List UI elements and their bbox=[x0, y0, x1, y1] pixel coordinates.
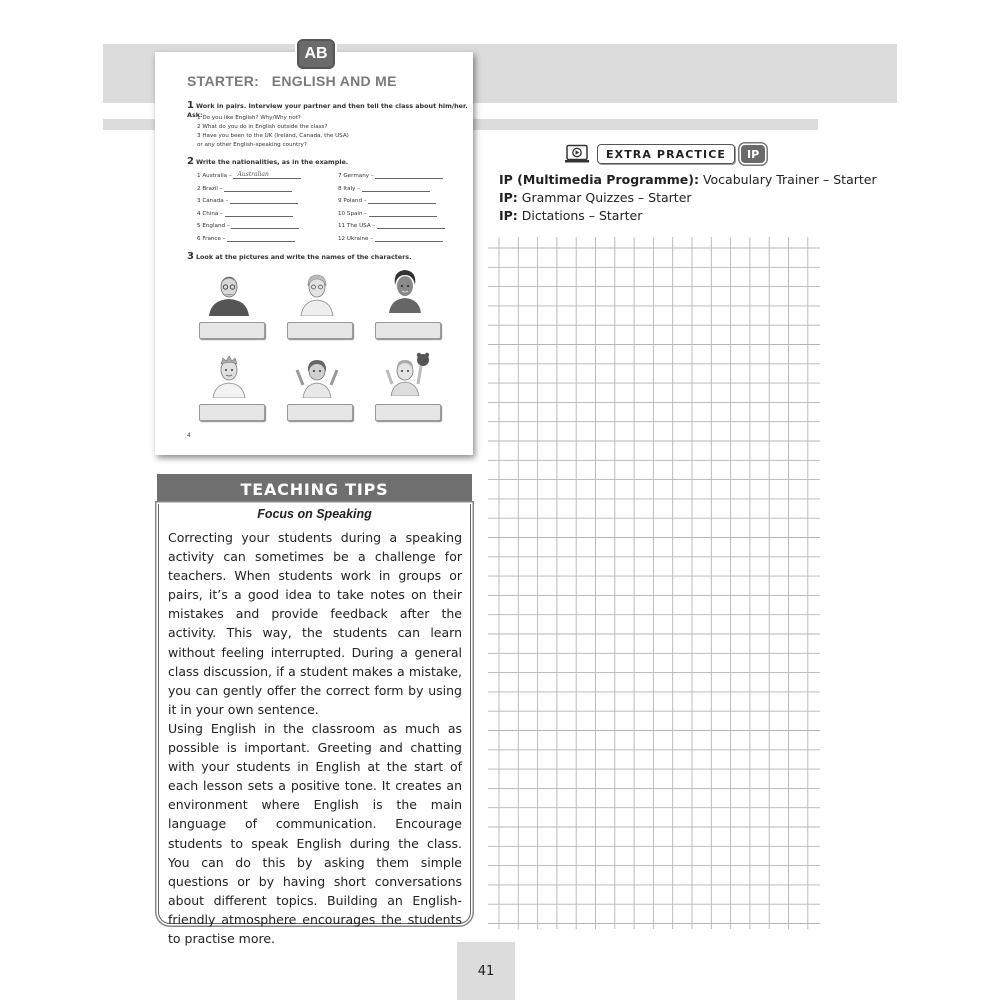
exercise-1-question: 3 Have you been to the UK (Ireland, Canada, the USA) bbox=[197, 133, 349, 139]
exercise-1-question: 2 What do you do in English outside the class? bbox=[197, 124, 328, 130]
man-with-glasses-illustration bbox=[205, 270, 253, 316]
nationality-item: 10 Spain – bbox=[338, 210, 437, 217]
waving-girl-illustration bbox=[293, 352, 341, 398]
character-name-box bbox=[199, 322, 265, 339]
teaching-tips-paragraph: Using English in the classroom as much as possible is important. Greeting and chatting with your students in English at the start of each lesson sets a positive tone. It creates an environment where English is the main language of communication. Encourage students to speak English during the class. You can do this by asking them simple questions or by having short conversations about different topics. Building an English-friendly atmosphere encourages the students to practise more. bbox=[168, 720, 462, 946]
character-name-box bbox=[375, 322, 441, 339]
workbook-page-number: 4 bbox=[187, 432, 191, 439]
nationality-item: 5 England – bbox=[197, 222, 299, 229]
extra-practice-item: IP (Multimedia Programme): Vocabulary Trainer – Starter bbox=[499, 172, 877, 187]
extra-practice-label: EXTRA PRACTICE bbox=[597, 144, 735, 164]
exercise-3-heading bbox=[187, 251, 412, 262]
character-name-box bbox=[199, 404, 265, 421]
nationality-item: 2 Brazil – bbox=[197, 185, 292, 192]
exercise-1-instruction: Work in pairs. Interview your partner and then tell the class about him/her. Ask: bbox=[187, 102, 468, 119]
extra-practice-list bbox=[499, 171, 877, 225]
exercise-1-question: or any other English-speaking country? bbox=[197, 142, 307, 148]
example-answer: Australian bbox=[237, 171, 269, 178]
extra-practice-header bbox=[564, 144, 765, 164]
grandmother-illustration bbox=[293, 270, 341, 316]
nationality-item: 4 China – bbox=[197, 210, 293, 217]
exercise-3-number: 3 bbox=[187, 251, 194, 262]
teaching-tips-paragraph: Correcting your students during a speaking activity can sometimes be a challenge for teachers. When students work in groups or pairs, it’s a good idea to take notes on their mistakes and provide feedback after the activity. This way, the students can learn without feeling interrupted. During a general class discussion, if a student makes a mistake, you can gently offer the correct form by using it in your own sentence. bbox=[168, 530, 462, 717]
exercise-2-heading bbox=[187, 156, 348, 167]
ab-badge: AB bbox=[297, 39, 335, 69]
nationality-item: 8 Italy – bbox=[338, 185, 430, 192]
exercise-2-instruction: Write the nationalities, as in the example. bbox=[195, 158, 349, 166]
teaching-tips-panel bbox=[157, 474, 472, 946]
nationality-item: 6 France – bbox=[197, 235, 295, 242]
teaching-tips-subheading: Focus on Speaking bbox=[257, 507, 372, 521]
character-name-box bbox=[375, 404, 441, 421]
nationality-item: 3 Canada – bbox=[197, 197, 298, 204]
woman-illustration bbox=[381, 267, 429, 313]
workbook-title: STARTER: ENGLISH AND ME bbox=[187, 73, 397, 89]
workbook-page-thumbnail bbox=[155, 52, 473, 455]
girl-with-teddy-illustration bbox=[381, 350, 429, 396]
character-name-box bbox=[287, 322, 353, 339]
exercise-3-instruction: Look at the pictures and write the names of the characters. bbox=[195, 253, 412, 261]
extra-practice-item: IP: Grammar Quizzes – Starter bbox=[499, 190, 692, 205]
ip-badge: IP bbox=[741, 145, 765, 163]
extra-practice-item: IP: Dictations – Starter bbox=[499, 208, 643, 223]
nationality-item: 11 The USA – bbox=[338, 222, 445, 229]
page-number: 41 bbox=[457, 942, 515, 1000]
exercise-1-question: 1 Do you like English? Why/Why not? bbox=[197, 115, 301, 121]
teaching-tips-body bbox=[168, 528, 462, 948]
media-player-icon bbox=[564, 144, 590, 164]
exercise-1-number: 1 bbox=[187, 100, 194, 111]
teaching-tips-heading: TEACHING TIPS bbox=[157, 474, 472, 504]
nationality-item: 9 Poland – bbox=[338, 197, 436, 204]
nationality-item: 12 Ukraine – bbox=[338, 235, 443, 242]
exercise-2-number: 2 bbox=[187, 156, 194, 167]
character-name-box bbox=[287, 404, 353, 421]
nationality-item: 1 Australia – Australian bbox=[197, 172, 301, 179]
nationality-item: 7 Germany – bbox=[338, 172, 443, 179]
boy-illustration bbox=[205, 352, 253, 398]
notes-grid bbox=[488, 237, 820, 929]
